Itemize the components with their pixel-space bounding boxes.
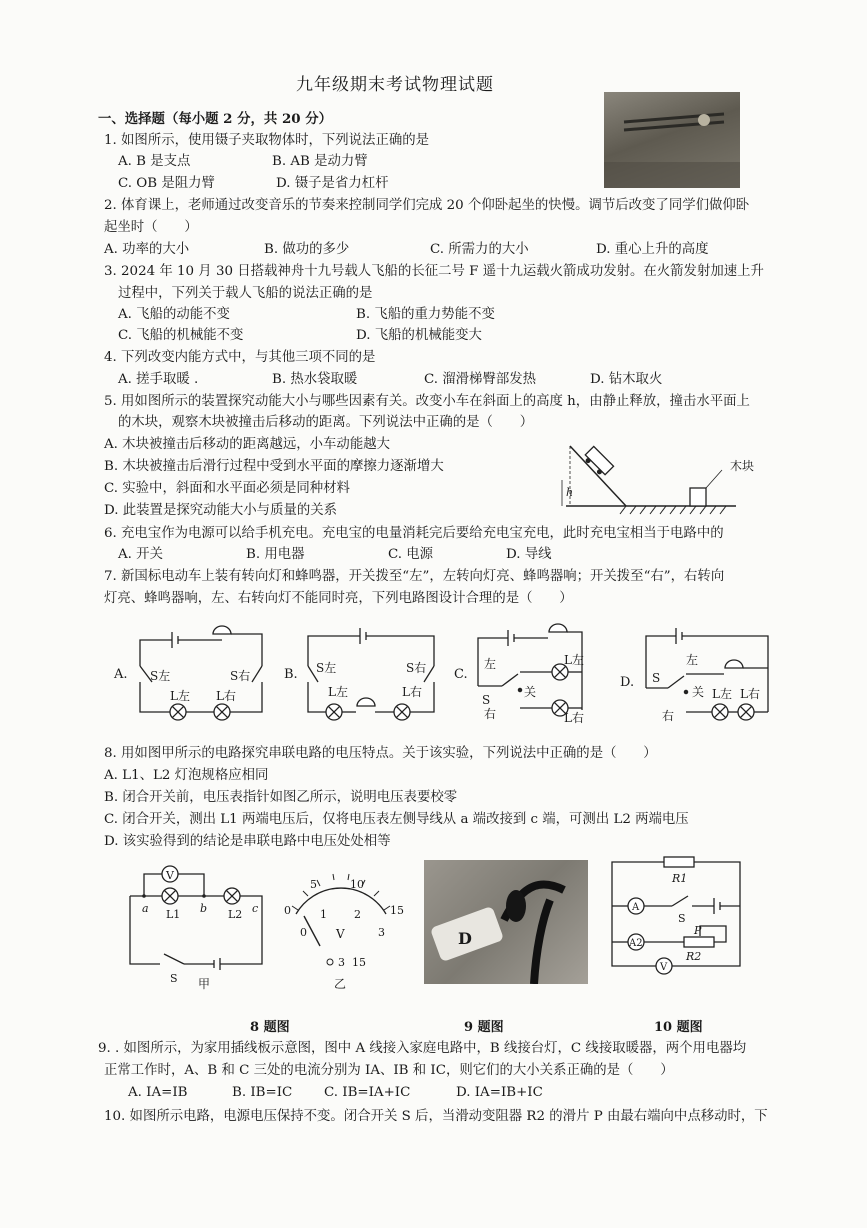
svg-text:15: 15 [352,956,366,969]
q1-option-b: B. AB 是动力臂 [272,154,368,169]
svg-text:S右: S右 [230,669,251,683]
q4-option-d: D. 钻木取火 [590,372,663,387]
q9-option-a: A. IA=IB [128,1085,188,1100]
svg-text:A2: A2 [629,938,643,949]
q4-stem: 4. 下列改变内能方式中，与其他三项不同的是 [104,350,376,365]
q5-option-a: A. 木块被撞击后移动的距离越远，小车动能越大 [104,437,390,452]
svg-text:P: P [694,924,702,937]
svg-text:V: V [336,927,345,941]
section-heading: 一、选择题（每小题 2 分，共 20 分） [98,111,333,127]
caption-fig10: 10 题图 [654,1020,703,1035]
svg-text:L左: L左 [328,685,348,699]
tweezers-photo [604,92,740,188]
svg-text:10: 10 [350,878,364,891]
svg-text:S右: S右 [406,661,427,675]
q2-option-b: B. 做功的多少 [264,242,350,257]
svg-text:0: 0 [284,904,291,917]
svg-text:3: 3 [338,956,345,969]
svg-text:15: 15 [390,904,404,917]
svg-text:L2: L2 [228,908,243,921]
svg-text:5: 5 [310,878,317,891]
ramp-figure [556,440,755,520]
q3-stem-line1: 3. 2024 年 10 月 30 日搭载神舟十九号载人飞船的长征二号 F 遥十九运载火箭成功发射。在火箭发射加速上升 [104,264,764,279]
svg-text:A.: A. [114,667,128,682]
q8-option-a: A. L1、L2 灯泡规格应相同 [104,768,269,783]
q9-option-d: D. IA=IB+IC [456,1085,543,1100]
q9-option-c: C. IB=IA+IC [324,1085,411,1100]
q8-stem: 8. 用如图甲所示的电路探究串联电路的电压特点。关于该实验，下列说法中正确的是（ ） [104,746,657,761]
power-strip-photo [424,860,588,984]
q5-option-b: B. 木块被撞击后滑行过程中受到水平面的摩擦力逐渐增大 [104,459,444,474]
svg-text:3: 3 [378,926,385,939]
q6-stem: 6. 充电宝作为电源可以给手机充电。充电宝的电量消耗完后要给充电宝充电，此时充电宝相当于电路中的 [104,526,724,541]
q8-option-d: D. 该实验得到的结论是串联电路中电压处处相等 [104,834,391,849]
q4-option-a: A. 搓手取暖 . [118,372,199,387]
q4-option-c: C. 溜滑梯臀部发热 [424,372,537,387]
q6-option-a: A. 开关 [118,547,163,562]
q9-stem-line2: 正常工作时，A、B 和 C 三处的电流分别为 IA、IB 和 IC，则它们的大小关系正确的是（ ） [104,1063,674,1078]
svg-text:右: 右 [484,707,497,721]
svg-text:L左: L左 [170,689,190,703]
svg-text:L右: L右 [564,711,584,725]
q5-stem-line1: 5. 用如图所示的装置探究动能大小与哪些因素有关。改变小车在斜面上的高度 h，由静止释放，撞击水平面上 [104,394,750,409]
svg-text:S: S [482,693,491,707]
q8-option-b: B. 闭合开关前，电压表指针如图乙所示，说明电压表要校零 [104,790,458,805]
svg-text:R2: R2 [686,950,702,963]
svg-text:1: 1 [320,908,327,921]
svg-text:D: D [458,929,472,948]
svg-text:2: 2 [354,908,361,921]
q6-option-b: B. 用电器 [246,547,305,562]
q1-option-d: D. 镊子是省力杠杆 [276,176,389,191]
q2-option-c: C. 所需力的大小 [430,242,529,257]
q3-option-d: D. 飞船的机械能变大 [356,328,482,343]
block-shape [690,488,706,506]
svg-text:甲: 甲 [198,977,211,991]
svg-text:L左: L左 [712,687,732,701]
q3-option-a: A. 飞船的动能不变 [118,307,230,322]
q8-option-c: C. 闭合开关，测出 L1 两端电压后，仅将电压表左侧导线从 a 端改接到 c 端，可测出 L2 两端电压 [104,812,689,827]
q9-stem-line1: 9. . 如图所示，为家用插线板示意图，图中 A 线接入家庭电路中，B 线接台灯，C 线接取暖器，两个用电器均 [98,1041,747,1056]
plug-illustration [424,860,588,984]
q7-stem-line2: 灯亮、蜂鸣器响，左、右转向灯不能同时亮，下列电路图设计合理的是（ ） [104,591,573,606]
q1-option-c: C. OB 是阻力臂 [118,176,215,191]
svg-text:0: 0 [300,926,307,939]
q3-option-b: B. 飞船的重力势能不变 [356,307,495,322]
svg-text:B.: B. [284,667,298,682]
svg-text:乙: 乙 [334,977,347,991]
q7-stem-line1: 7. 新国标电动车上装有转向灯和蜂鸣器，开关拨至“左”，左转向灯亮、蜂鸣器响；开关拨至“右”，右转向 [104,569,725,584]
q1-stem: 1. 如图所示，使用镊子夹取物体时，下列说法正确的是 [104,133,430,148]
svg-text:C.: C. [454,667,468,682]
tweezers-illustration [604,92,740,188]
q5-stem-line2: 的木块，观察木块被撞击后移动的距离。下列说法中正确的是（ ） [118,415,534,430]
svg-text:S: S [170,972,178,985]
svg-text:c: c [252,902,259,915]
svg-text:b: b [200,902,208,915]
q6-option-c: C. 电源 [388,547,434,562]
svg-text:右: 右 [662,709,675,723]
svg-text:R1: R1 [672,872,688,885]
svg-text:L左: L左 [564,653,584,667]
caption-fig8: 8 题图 [250,1020,290,1035]
caption-fig9: 9 题图 [464,1020,504,1035]
circuit-option-c [454,624,584,725]
q2-stem-line1: 2. 体育课上，老师通过改变音乐的节奏来控制同学们完成 20 个仰卧起坐的快慢。调节后改变了同学们做仰卧 [104,198,750,213]
circuit-option-a [113,626,262,720]
block-label: 木块 [730,459,755,473]
svg-text:L右: L右 [216,689,236,703]
circuit-option-d [620,628,768,723]
svg-text:左: 左 [686,653,699,667]
svg-text:A: A [632,902,640,913]
svg-text:V: V [166,869,174,882]
svg-text:左: 左 [484,657,497,671]
svg-text:L右: L右 [402,685,422,699]
svg-text:关: 关 [692,685,705,699]
svg-text:D.: D. [620,675,635,690]
height-label: h [566,486,574,499]
svg-text:V: V [660,962,668,973]
fig10-circuit [602,856,752,986]
svg-text:S: S [652,671,661,685]
q3-option-c: C. 飞船的机械能不变 [118,328,244,343]
circuit-option-b [284,628,434,720]
svg-text:S左: S左 [316,661,337,675]
svg-text:a: a [142,902,149,915]
cart-icon [582,446,613,477]
fig8-jia-circuit [124,856,274,991]
q1-option-a: A. B 是支点 [118,154,191,169]
q2-option-d: D. 重心上升的高度 [596,242,709,257]
q2-stem-line2: 起坐时（ ） [104,220,198,235]
q5-option-d: D. 此装置是探究动能大小与质量的关系 [104,503,338,518]
q7-circuit-diagrams [112,612,852,732]
svg-text:L右: L右 [740,687,760,701]
q10-stem: 10. 如图所示电路，电源电压保持不变。闭合开关 S 后，当滑动变阻器 R2 的滑片 P 由最右端向中点移动时，下 [104,1109,768,1124]
fig8-yi-voltmeter [282,856,404,991]
q4-option-b: B. 热水袋取暖 [272,372,358,387]
q3-stem-line2: 过程中，下列关于载人飞船的说法正确的是 [118,286,373,301]
svg-text:L1: L1 [166,908,181,921]
q5-option-c: C. 实验中，斜面和水平面必须是同种材料 [104,481,350,496]
svg-text:关: 关 [524,685,537,699]
q6-option-d: D. 导线 [506,547,552,562]
svg-text:S: S [678,912,686,925]
q9-option-b: B. IB=IC [232,1085,293,1100]
svg-text:S左: S左 [150,669,171,683]
page-title: 九年级期末考试物理试题 [296,75,494,95]
q2-option-a: A. 功率的大小 [104,242,190,257]
